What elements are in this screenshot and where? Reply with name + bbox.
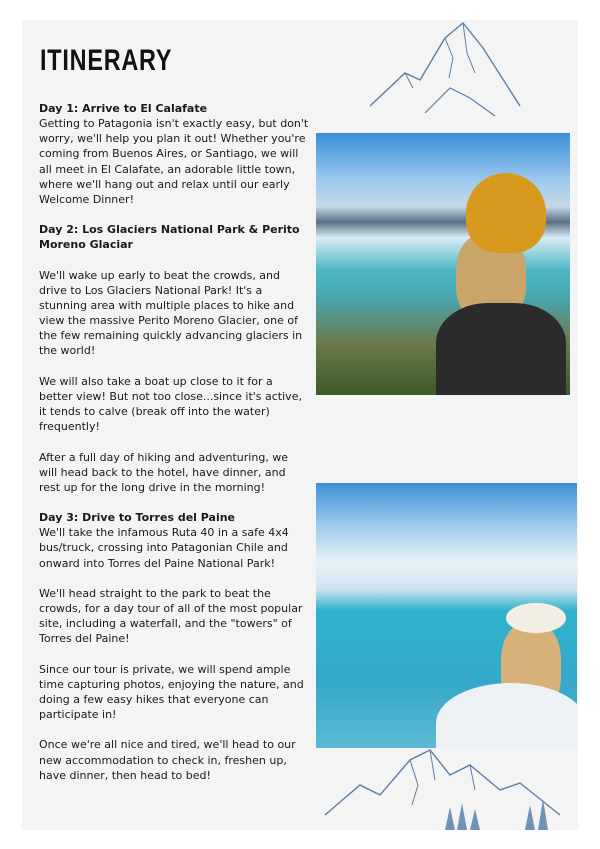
page-title: ITINERARY bbox=[40, 44, 173, 77]
photo-detail bbox=[506, 603, 566, 633]
day-2-paragraph: We will also take a boat up close to it for a better view! But not too close...since it's active, it tends to calve (break off into the water) frequently! bbox=[39, 374, 302, 434]
day-1-section bbox=[39, 101, 309, 207]
photo-detail bbox=[436, 683, 577, 748]
mountain-forest-sketch-icon bbox=[320, 745, 565, 840]
day-3-paragraph: Once we're all nice and tired, we'll head to our new accommodation to check in, freshen up, have dinner, then head to bed! bbox=[39, 738, 296, 782]
mountain-sketch-icon bbox=[365, 18, 525, 118]
glacier-photo-boat bbox=[316, 483, 577, 748]
day-2-paragraph: After a full day of hiking and adventuring, we will head back to the hotel, have dinner, and rest up for the long drive in the morning! bbox=[39, 450, 289, 494]
photo-detail bbox=[466, 173, 546, 253]
day-2-paragraph: We'll wake up early to beat the crowds, and drive to Los Glaciers National Park! It's a stunning area with multiple places to hike and view the massive Perito Moreno Glacier, one of the few remaining quickly advancing glaciers in the world! bbox=[39, 268, 303, 358]
day-3-paragraph: We'll head straight to the park to beat the crowds, for a day tour of all of the most popular site, including a waterfall, and the "towers" of Torres del Paine! bbox=[39, 586, 303, 646]
itinerary-text bbox=[39, 101, 309, 798]
day-3-paragraph: We'll take the infamous Ruta 40 in a safe 4x4 bus/truck, crossing into Patagonian Chile and onward into Torres del Paine National Park! bbox=[39, 526, 289, 570]
day-1-paragraph: Getting to Patagonia isn't exactly easy, but don't worry, we'll help you plan it out! Whether you're coming from Buenos Aires, or Santiago, we will all meet in El Calafate, an adorable little town, where we'll hang out and relax until our early Welcome Dinner! bbox=[39, 117, 309, 206]
day-3-heading: Day 3: Drive to Torres del Paine bbox=[39, 511, 236, 525]
day-3-section bbox=[39, 510, 309, 571]
photo-detail bbox=[436, 303, 566, 395]
day-3-paragraph: Since our tour is private, we will spend ample time capturing photos, enjoying the nature, and doing a few easy hikes that everyone can participate in! bbox=[39, 662, 304, 722]
day-2-heading: Day 2: Los Glaciers National Park & Perito Moreno Glaciar bbox=[39, 223, 300, 252]
day-1-heading: Day 1: Arrive to El Calafate bbox=[39, 102, 208, 115]
glacier-photo-hat bbox=[316, 133, 570, 395]
